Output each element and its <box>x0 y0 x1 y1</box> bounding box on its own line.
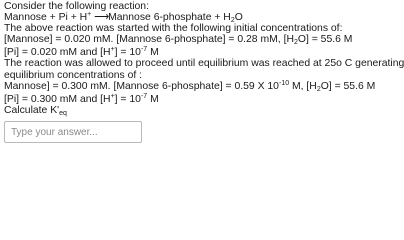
eq-m6p-tail: M, [H <box>289 80 317 92</box>
initial-h-unit: M <box>147 47 159 59</box>
calculate-sub: eq <box>59 109 67 117</box>
eq-water-value: O] = 55.6 M <box>320 80 376 92</box>
initial-m6p: [Mannose 6-phosphate] = 0.28 mM, <box>116 34 284 46</box>
reaction-products: Mannose 6-phosphate + H <box>108 12 231 24</box>
eq-pi: [Pi] = 0.300 mM and [H <box>4 93 111 105</box>
equilibrium-concentrations-line-1 <box>4 79 376 93</box>
initial-concentrations-line-2 <box>4 47 348 58</box>
answer-input[interactable] <box>4 121 142 143</box>
reaction-h-charge: + <box>87 11 92 19</box>
initial-concentrations-line-1 <box>4 34 353 47</box>
initial-pi: [Pi] = 0.020 mM and [H <box>4 47 111 59</box>
eq-m6p-prefix: [Mannose 6-phosphate] = 0.59 X 10 <box>113 80 279 92</box>
initial-water-sub: 2 <box>293 39 298 47</box>
initial-h-charge: + <box>110 46 115 54</box>
calculate-prompt <box>4 105 348 116</box>
initial-h-exponent: -7 <box>140 46 148 54</box>
calculate-prefix: Calculate K' <box>4 104 60 116</box>
reaction-reactants: Mannose + Pi + H <box>4 12 88 24</box>
equilibrium-text-1: The reaction was allowed to proceed until equilibrium was reached at 25o C generating <box>4 58 404 70</box>
initial-water-prefix: [H <box>283 34 294 46</box>
equilibrium-concentrations-line-2 <box>4 94 348 105</box>
equilibrium-text-2: equilibrium concentrations of : <box>4 69 143 81</box>
initial-h-value: ] = 10 <box>114 47 141 59</box>
reaction-water-sub: 2 <box>230 17 235 25</box>
eq-h-charge: + <box>110 92 115 100</box>
reaction-arrow-icon: ⟶ <box>94 12 109 24</box>
initial-mannose: [Mannose] = 0.020 mM. <box>4 34 117 46</box>
reaction-water-tail: O <box>234 12 243 24</box>
reaction-equation <box>4 12 348 23</box>
eq-m6p-exponent: -10 <box>278 79 290 87</box>
question-intro: Consider the following reaction: <box>4 1 149 12</box>
question-text <box>4 1 404 117</box>
eq-mannose: Mannose] = 0.300 mM. <box>4 80 114 92</box>
initial-water-value: O] = 55.6 M <box>297 34 353 46</box>
eq-h-value: ] = 10 <box>114 93 141 105</box>
eq-h-exponent: -7 <box>140 92 148 100</box>
eq-h-unit: M <box>147 93 159 105</box>
eq-water-sub: 2 <box>316 85 321 93</box>
initial-intro: The above reaction was started with the following initial concentrations of: <box>4 23 343 35</box>
